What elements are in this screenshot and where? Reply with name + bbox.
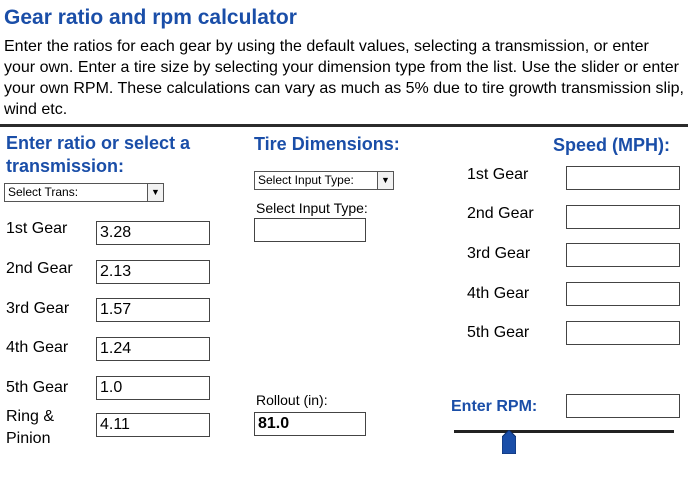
gear-2-ratio-input[interactable]: 2.13 — [96, 260, 210, 284]
tire-input-type-select[interactable] — [254, 171, 394, 190]
speed-gear-4-label: 4th Gear — [467, 285, 530, 302]
speed-gear-3-output[interactable] — [566, 243, 680, 267]
speed-gear-1-output[interactable] — [566, 166, 680, 190]
gear-4-ratio-input[interactable]: 1.24 — [96, 337, 210, 361]
tire-dimension-input[interactable] — [254, 218, 366, 242]
speed-gear-2-output[interactable] — [566, 205, 680, 229]
rpm-slider-track[interactable] — [454, 430, 674, 433]
gear-2-label: 2nd Gear — [6, 260, 73, 277]
tire-select-value: Select Input Type: — [258, 173, 354, 187]
transmission-select[interactable] — [4, 183, 164, 202]
gear-1-label: 1st Gear — [6, 220, 68, 237]
divider — [0, 124, 688, 127]
intro-text: Enter the ratios for each gear by using the default values, selecting a transmission, or enter your own. Enter a tire size by selecting your dimension type from the list. Use the slider or enter your own RPM. These calculations can vary as much as 5% due to tire growth transmission slip, wind etc. — [4, 38, 684, 118]
ring-pinion-label-line1: Ring & — [6, 408, 55, 425]
speed-gear-1-label: 1st Gear — [467, 166, 529, 183]
chevron-down-icon: ▼ — [147, 184, 163, 201]
transmission-select-value: Select Trans: — [8, 185, 79, 199]
chevron-down-icon: ▼ — [377, 172, 393, 189]
speed-gear-5-output[interactable] — [566, 321, 680, 345]
gear-3-label: 3rd Gear — [6, 300, 70, 317]
gear-3-ratio-input[interactable]: 1.57 — [96, 298, 210, 322]
rollout-input[interactable]: 81.0 — [254, 412, 366, 436]
slider-thumb-icon[interactable] — [502, 430, 516, 454]
speed-gear-4-output[interactable] — [566, 282, 680, 306]
tire-heading: Tire Dimensions: — [254, 134, 400, 154]
page-title: Gear ratio and rpm calculator — [4, 6, 297, 29]
ring-pinion-label-line2: Pinion — [6, 430, 51, 447]
gear-5-label: 5th Gear — [6, 379, 69, 396]
gear-1-ratio-input[interactable]: 3.28 — [96, 221, 210, 245]
speed-gear-2-label: 2nd Gear — [467, 205, 534, 222]
transmission-heading: Enter ratio or select a transmission: — [6, 133, 191, 176]
rollout-label: Rollout (in): — [256, 392, 328, 408]
speed-gear-5-label: 5th Gear — [467, 324, 530, 341]
tire-input-label: Select Input Type: — [256, 200, 368, 216]
ring-pinion-input[interactable]: 4.11 — [96, 413, 210, 437]
rpm-input[interactable] — [566, 394, 680, 418]
rpm-label: Enter RPM: — [451, 398, 538, 415]
speed-gear-3-label: 3rd Gear — [467, 245, 531, 262]
gear-4-label: 4th Gear — [6, 339, 69, 356]
gear-5-ratio-input[interactable]: 1.0 — [96, 376, 210, 400]
speed-heading: Speed (MPH): — [553, 135, 670, 155]
